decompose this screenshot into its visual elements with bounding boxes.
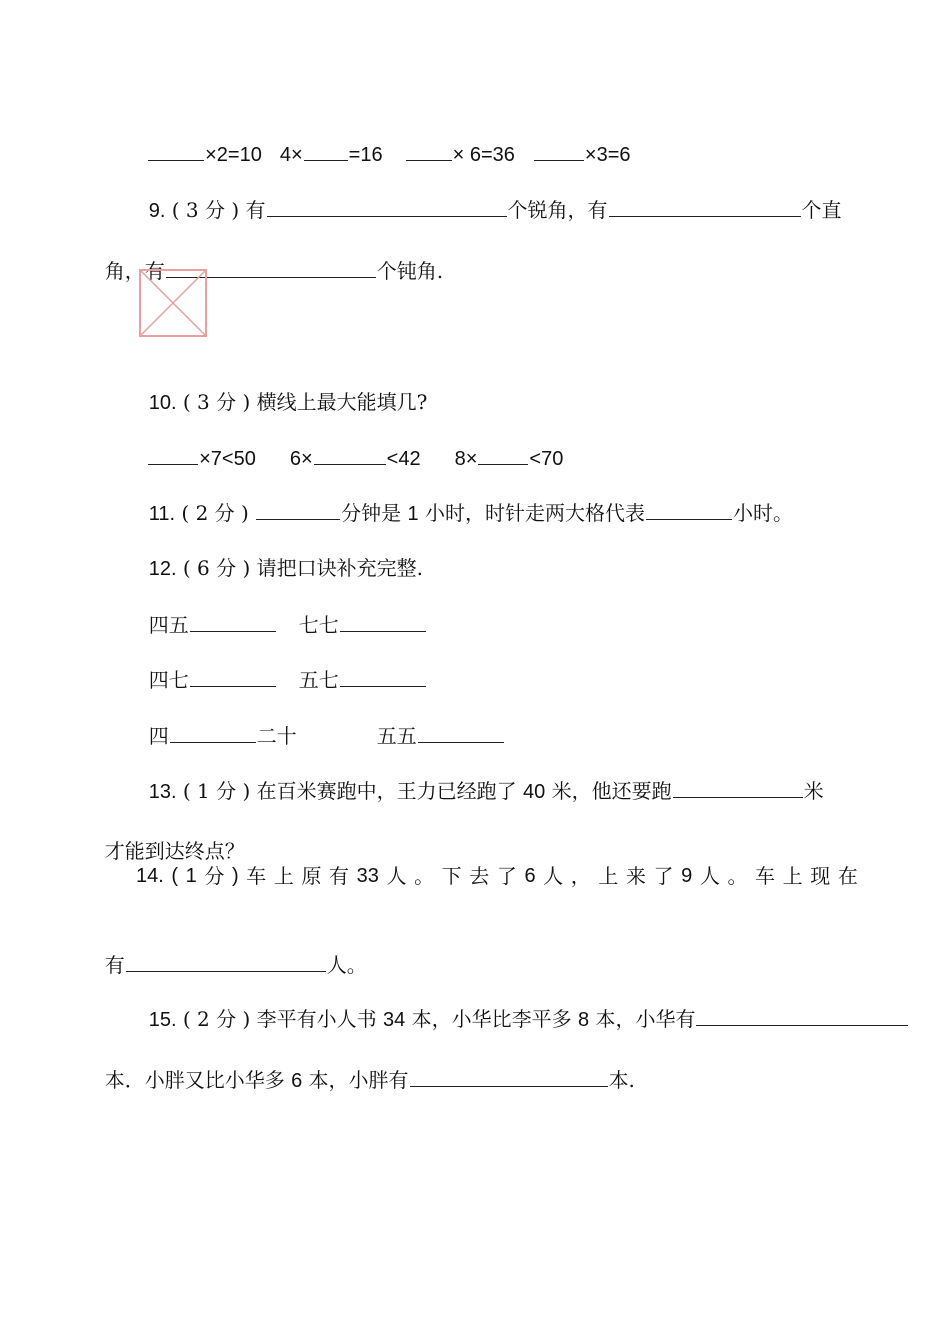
question-text: 本，小胖有: [308, 1068, 409, 1092]
multiplication-rhyme-row-2: [136, 638, 427, 694]
rhyme-text: 四七: [148, 668, 189, 692]
blank-input[interactable]: [534, 140, 584, 161]
blank-input[interactable]: [478, 444, 528, 465]
question-14-token: 上: [598, 864, 619, 888]
blank-input[interactable]: [340, 666, 426, 687]
blank-input[interactable]: [148, 444, 198, 465]
question-14-token: 原: [301, 864, 322, 888]
question-14-token: 车: [246, 864, 267, 888]
question-text: 才能到达终点？: [104, 839, 245, 863]
number-text: 8: [577, 1009, 590, 1031]
blank-input[interactable]: [190, 666, 276, 687]
inequality-row: [136, 416, 563, 473]
equation-text: 8×: [454, 448, 478, 470]
question-number: 13.: [148, 781, 177, 803]
question-text: 有: [104, 953, 125, 977]
multiplication-rhyme-row-1: [136, 583, 427, 639]
question-text: 角，有: [104, 259, 165, 283]
blank-input[interactable]: [418, 722, 504, 743]
question-14-token: 14.: [136, 865, 164, 887]
question-14-token: 下: [441, 864, 462, 888]
rhyme-text: 七七: [298, 613, 339, 637]
number-text: 34: [383, 1009, 406, 1031]
number-text: 1: [407, 503, 419, 525]
score-label: ( 2 分 ): [181, 501, 249, 525]
equation-text: ×2=10: [205, 144, 262, 166]
question-text: 在百米赛跑中，王力已经跑了: [256, 779, 517, 803]
rhyme-text: 五五: [376, 724, 417, 748]
blank-input[interactable]: [314, 444, 386, 465]
score-label: ( 6 分 ): [182, 556, 251, 580]
question-text: 李平有小人书: [256, 1007, 377, 1031]
question-14-token: 上: [782, 864, 803, 888]
question-text: 本，小华比李平多: [411, 1007, 572, 1031]
question-text: 有: [245, 198, 266, 222]
equation-text: 4×: [279, 144, 303, 166]
equation-text: × 6=36: [452, 144, 515, 166]
question-12: [136, 526, 423, 583]
question-14-token: 33: [356, 865, 379, 887]
equation-text: ×7<50: [199, 448, 256, 470]
number-text: 6: [291, 1070, 303, 1092]
equation-text: <70: [529, 448, 564, 470]
score-label: ( 3 分 ): [171, 198, 240, 222]
multiplication-rhyme-row-3: [136, 694, 505, 750]
question-text: 米: [803, 779, 824, 803]
question-15-cont: [92, 1038, 635, 1095]
question-14-token: 人: [699, 864, 720, 888]
rhyme-text: 四: [148, 724, 169, 748]
question-text: 人。: [326, 953, 367, 977]
blank-input[interactable]: [170, 722, 256, 743]
score-label: ( 3 分 ): [182, 390, 251, 414]
question-14-token: 。: [414, 864, 435, 888]
question-15: [136, 977, 909, 1034]
blank-input[interactable]: [609, 196, 801, 217]
equation-text: 6×: [289, 448, 313, 470]
square-diagonals-figure: [138, 268, 210, 340]
equation-text: ×3=6: [584, 144, 631, 166]
question-14-token: 去: [469, 864, 490, 888]
rhyme-text: 五七: [298, 668, 339, 692]
question-14-token: 上: [273, 864, 294, 888]
rhyme-text: 二十: [256, 724, 297, 748]
question-text: 分钟是: [341, 501, 402, 525]
question-14-cont: [92, 923, 367, 979]
question-number: 10.: [148, 392, 177, 414]
question-13-cont: [92, 809, 245, 865]
question-text: 个直: [801, 198, 842, 222]
blank-input[interactable]: [673, 777, 803, 798]
blank-input[interactable]: [148, 140, 204, 161]
question-14-token: ): [231, 865, 239, 887]
blank-input[interactable]: [410, 1066, 608, 1087]
question-number: 12.: [148, 558, 177, 580]
blank-input[interactable]: [190, 611, 276, 632]
blank-input[interactable]: [304, 140, 348, 161]
blank-input[interactable]: [406, 140, 452, 161]
question-14-token: 6: [524, 865, 536, 887]
question-text: 个锐角，有: [507, 198, 608, 222]
equation-text: =16: [348, 144, 383, 166]
rhyme-text: 四五: [148, 613, 189, 637]
question-number: 9.: [148, 200, 166, 222]
question-11: [136, 471, 793, 528]
question-14-token: (: [171, 865, 179, 887]
question-14-token: 人: [543, 864, 564, 888]
question-text: 本.: [608, 1068, 635, 1092]
blank-input[interactable]: [256, 499, 340, 520]
number-text: 40: [523, 781, 546, 803]
question-9: [136, 168, 842, 225]
question-14-token: 了: [653, 864, 674, 888]
multiplication-row-1: [136, 112, 631, 169]
question-13: [136, 749, 824, 806]
question-14-token: 分: [204, 864, 225, 888]
question-10: [136, 360, 427, 417]
question-text: 小时，时针走两大格代表: [425, 501, 646, 525]
question-14-token: 人: [386, 864, 407, 888]
question-14-token: 车: [755, 864, 776, 888]
question-text: 请把口诀补充完整.: [256, 556, 424, 580]
blank-input[interactable]: [340, 611, 426, 632]
question-text: 本．小胖又比小华多: [104, 1068, 285, 1092]
score-label: ( 1 分 ): [182, 779, 251, 803]
question-14-token: 现: [810, 864, 831, 888]
question-14-token: 来: [625, 864, 646, 888]
question-text: 米，他还要跑: [551, 779, 672, 803]
question-text: 横线上最大能填几?: [256, 390, 428, 414]
score-label: ( 2 分 ): [182, 1007, 251, 1031]
question-14-token: 1: [185, 865, 197, 887]
question-14-token: 有: [329, 864, 350, 888]
blank-input[interactable]: [646, 499, 732, 520]
question-text: 小时。: [733, 501, 794, 525]
blank-input[interactable]: [267, 196, 507, 217]
question-14-token: 了: [496, 864, 517, 888]
question-14-token: 在: [837, 864, 858, 888]
blank-input[interactable]: [696, 1005, 908, 1026]
blank-input[interactable]: [126, 951, 326, 972]
question-text: 本，小华有: [595, 1007, 696, 1031]
question-number: 11.: [148, 503, 176, 525]
question-text: 个钝角.: [376, 259, 444, 283]
question-14: [136, 862, 858, 890]
equation-text: <42: [386, 448, 421, 470]
question-14-token: ，: [570, 864, 591, 888]
question-number: 15.: [148, 1009, 177, 1031]
question-14-token: 。: [727, 864, 748, 888]
question-14-token: 9: [681, 865, 693, 887]
